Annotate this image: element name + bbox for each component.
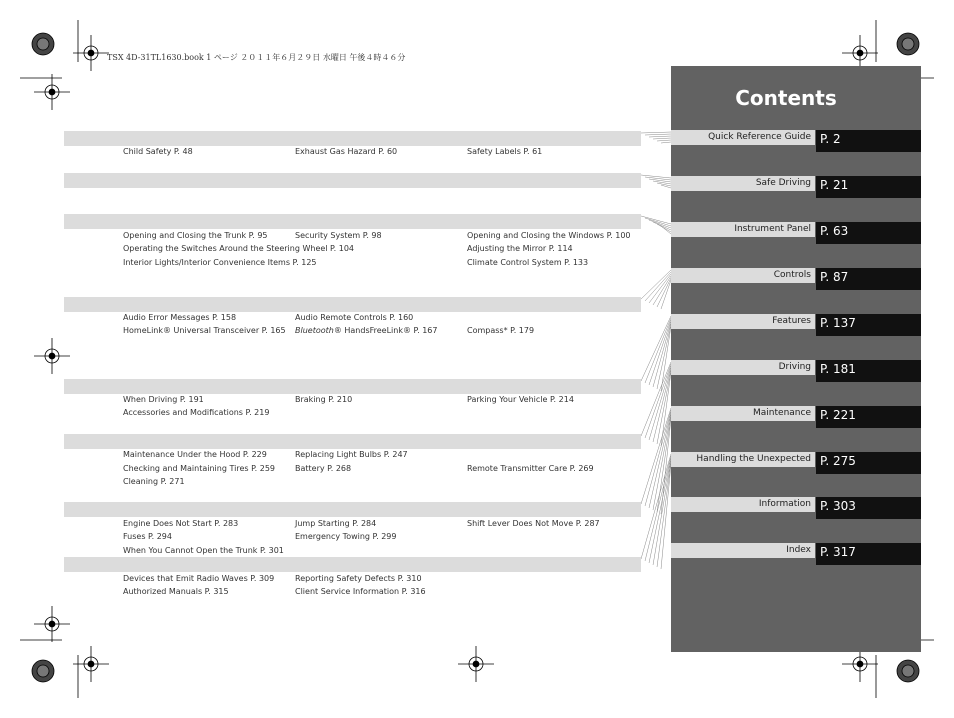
- contents-title: Contents: [735, 86, 837, 110]
- contents-link[interactable]: Interior Lights/Interior Convenience Items P. 125: [123, 258, 317, 267]
- section-band: [64, 297, 641, 312]
- contents-link[interactable]: Braking P. 210: [295, 395, 353, 404]
- tab-page-number[interactable]: P. 137: [816, 314, 921, 336]
- contents-link[interactable]: Shift Lever Does Not Move P. 287: [467, 519, 600, 528]
- contents-link[interactable]: Reporting Safety Defects P. 310: [295, 574, 422, 583]
- contents-link[interactable]: Climate Control System P. 133: [467, 258, 589, 267]
- contents-link[interactable]: Remote Transmitter Care P. 269: [467, 464, 594, 473]
- tab-page-number[interactable]: P. 63: [816, 222, 921, 244]
- contents-link[interactable]: Cleaning P. 271: [123, 477, 185, 486]
- section-band: [64, 434, 641, 449]
- contents-link[interactable]: Bluetooth® HandsFreeLink® P. 167: [295, 326, 438, 335]
- tab-page-number[interactable]: P. 87: [816, 268, 921, 290]
- contents-link[interactable]: Battery P. 268: [295, 464, 352, 473]
- contents-link[interactable]: When Driving P. 191: [123, 395, 204, 404]
- section-band: [64, 214, 641, 229]
- tab-label[interactable]: Information: [671, 497, 815, 512]
- contents-link[interactable]: Accessories and Modifications P. 219: [123, 408, 270, 417]
- contents-link[interactable]: Maintenance Under the Hood P. 229: [123, 450, 267, 459]
- contents-link[interactable]: Emergency Towing P. 299: [295, 532, 397, 541]
- tab-page-number[interactable]: P. 317: [816, 543, 921, 565]
- tab-label[interactable]: Instrument Panel: [671, 222, 815, 237]
- tab-label[interactable]: Handling the Unexpected: [671, 452, 815, 467]
- tab-page-number[interactable]: P. 221: [816, 406, 921, 428]
- contents-link[interactable]: Opening and Closing the Windows P. 100: [467, 231, 631, 240]
- tab-page-number[interactable]: P. 181: [816, 360, 921, 382]
- tab-page-number[interactable]: P. 21: [816, 176, 921, 198]
- contents-link[interactable]: Safety Labels P. 61: [467, 147, 543, 156]
- tab-label[interactable]: Maintenance: [671, 406, 815, 421]
- contents-link[interactable]: Audio Remote Controls P. 160: [295, 313, 414, 322]
- contents-link[interactable]: Jump Starting P. 284: [295, 519, 377, 528]
- contents-link[interactable]: Operating the Switches Around the Steering Wheel P. 104: [123, 244, 354, 253]
- contents-link[interactable]: Checking and Maintaining Tires P. 259: [123, 464, 276, 473]
- contents-link[interactable]: Audio Error Messages P. 158: [123, 313, 237, 322]
- section-band: [64, 379, 641, 394]
- tab-page-number[interactable]: P. 303: [816, 497, 921, 519]
- section-band: [64, 502, 641, 517]
- tab-label[interactable]: Index: [671, 543, 815, 558]
- tab-page-number[interactable]: P. 2: [816, 130, 921, 152]
- contents-link[interactable]: Devices that Emit Radio Waves P. 309: [123, 574, 275, 583]
- tab-label[interactable]: Driving: [671, 360, 815, 375]
- tab-label[interactable]: Safe Driving: [671, 176, 815, 191]
- tab-page-number[interactable]: P. 275: [816, 452, 921, 474]
- contents-link[interactable]: Exhaust Gas Hazard P. 60: [295, 147, 398, 156]
- section-band: [64, 173, 641, 188]
- contents-link[interactable]: Child Safety P. 48: [123, 147, 193, 156]
- contents-link[interactable]: Fuses P. 294: [123, 532, 172, 541]
- contents-link[interactable]: When You Cannot Open the Trunk P. 301: [123, 546, 284, 555]
- contents-link[interactable]: Client Service Information P. 316: [295, 587, 426, 596]
- contents-link[interactable]: Engine Does Not Start P. 283: [123, 519, 239, 528]
- section-band: [64, 557, 641, 572]
- contents-link[interactable]: HomeLink® Universal Transceiver P. 165: [123, 326, 286, 335]
- section-band: [64, 131, 641, 146]
- contents-link[interactable]: Authorized Manuals P. 315: [123, 587, 229, 596]
- contents-link[interactable]: Opening and Closing the Trunk P. 95: [123, 231, 268, 240]
- contents-link[interactable]: Replacing Light Bulbs P. 247: [295, 450, 408, 459]
- contents-link[interactable]: Parking Your Vehicle P. 214: [467, 395, 574, 404]
- tab-label[interactable]: Controls: [671, 268, 815, 283]
- tab-label[interactable]: Features: [671, 314, 815, 329]
- contents-link[interactable]: Security System P. 98: [295, 231, 382, 240]
- contents-link[interactable]: Compass* P. 179: [467, 326, 535, 335]
- print-header-note: TSX 4D-31TL1630.book 1 ページ ２０１１年６月２９日 水曜日 午後４時４６分: [107, 53, 406, 62]
- contents-link[interactable]: Adjusting the Mirror P. 114: [467, 244, 573, 253]
- tab-label[interactable]: Quick Reference Guide: [671, 130, 815, 145]
